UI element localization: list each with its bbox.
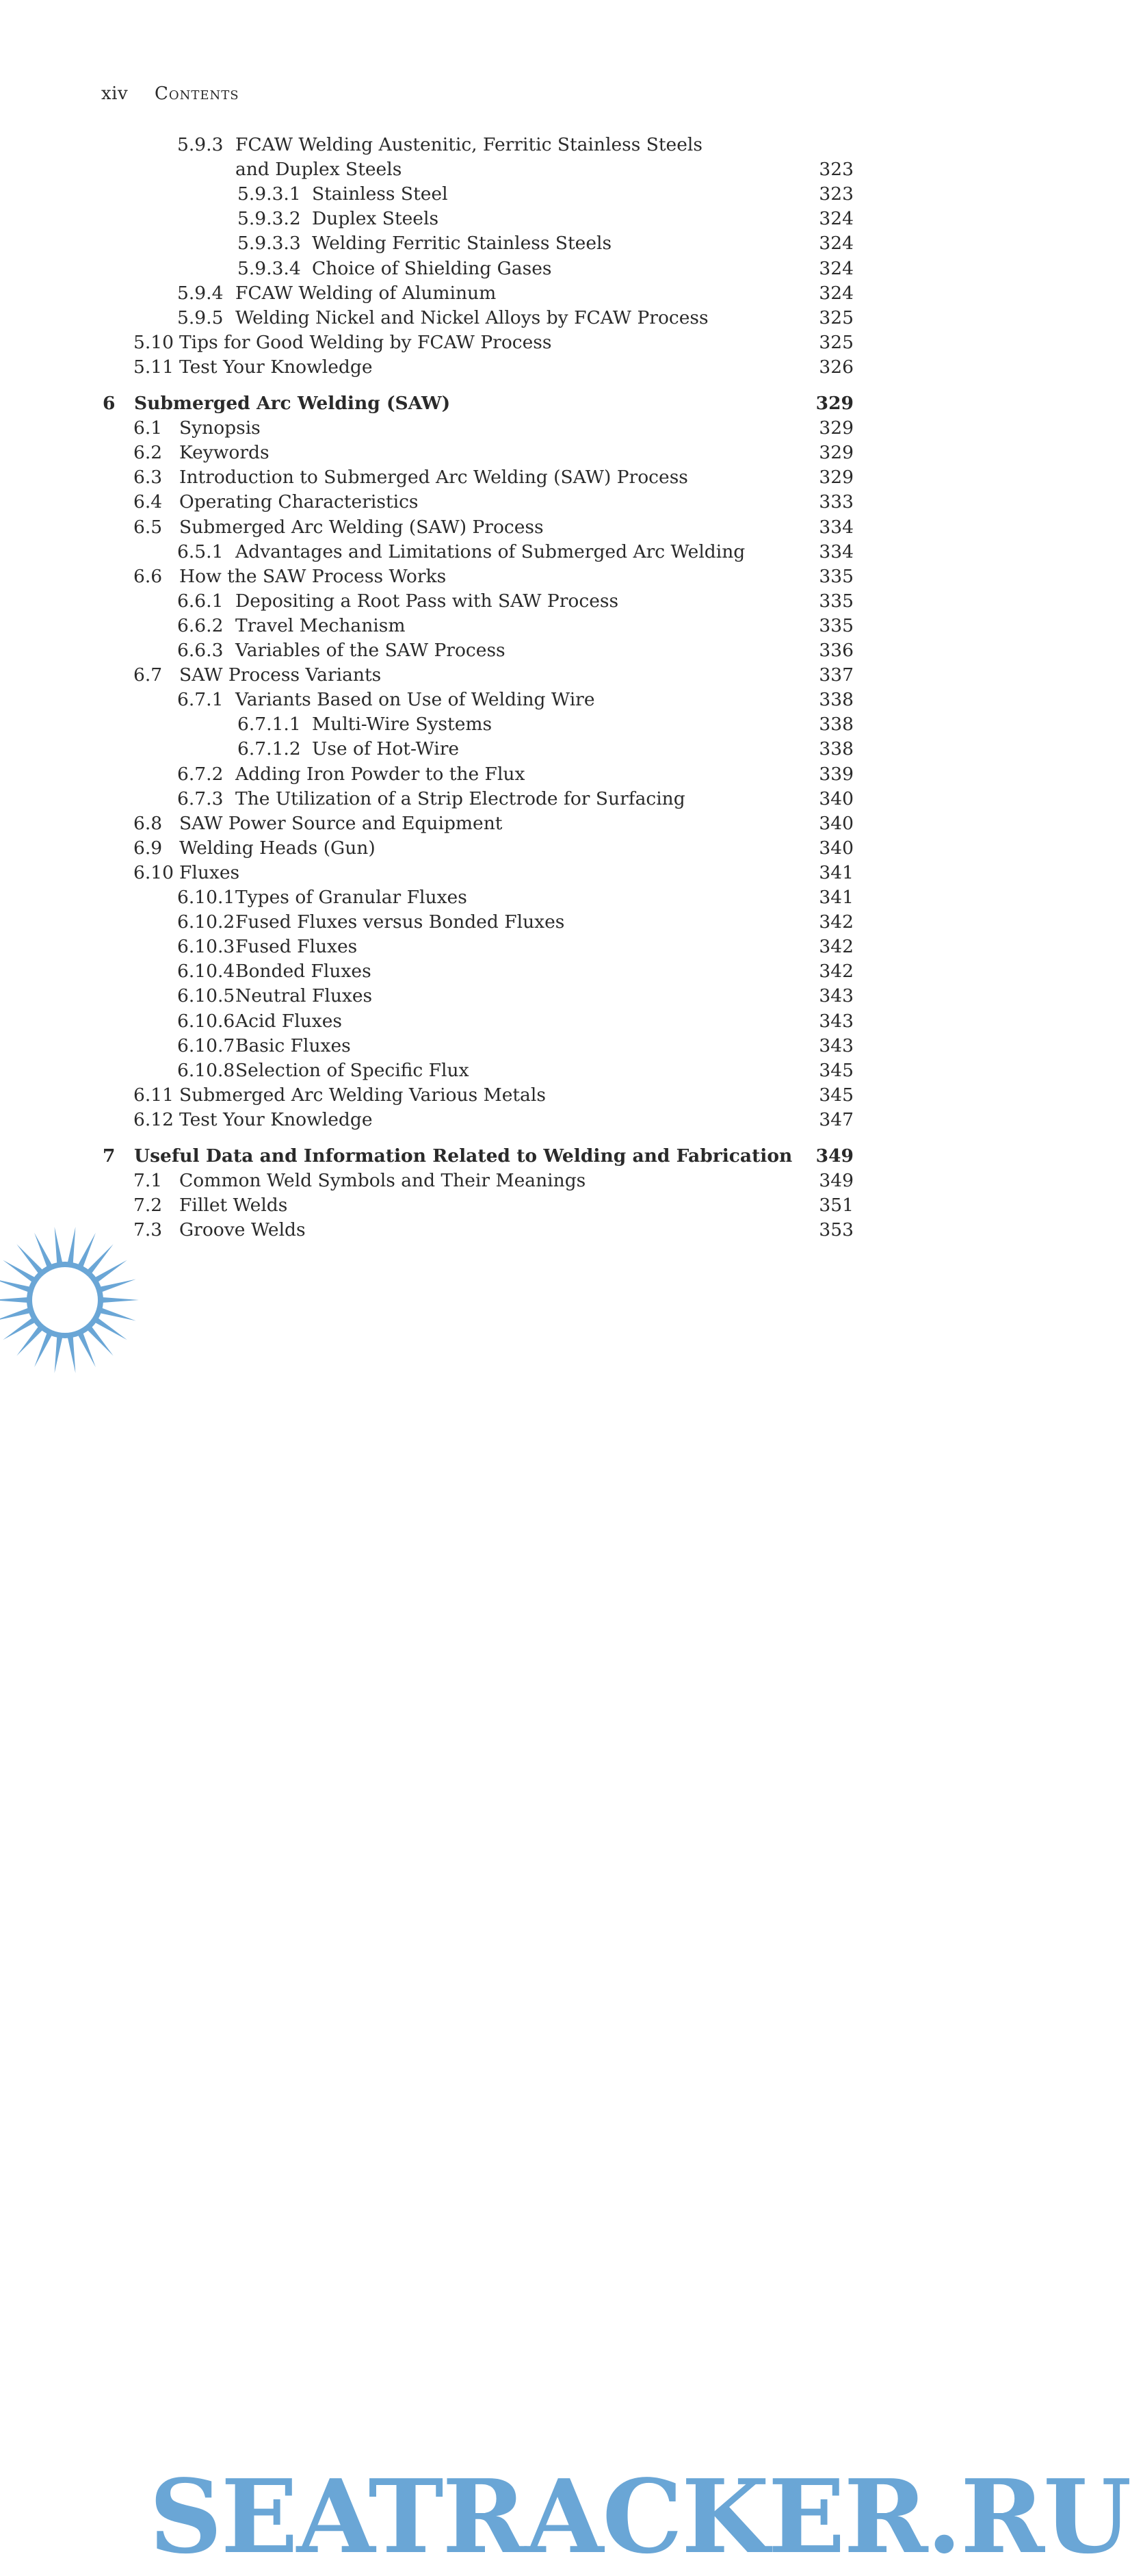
- toc-entry-page: 343: [819, 985, 854, 1007]
- toc-entry-page: 345: [819, 1059, 854, 1081]
- toc-entry-title: SAW Power Source and Equipment: [179, 812, 503, 834]
- toc-entry-number: 7.1: [133, 1170, 163, 1192]
- toc-chapter[interactable]: [0, 391, 958, 416]
- toc-entry-page: 338: [819, 714, 854, 736]
- toc-entry-title: Welding Ferritic Stainless Steels: [312, 233, 612, 255]
- watermark-text: SEATRACKER.RU: [149, 2457, 1130, 2576]
- toc-entry-number: 6.10.6: [177, 1010, 235, 1032]
- toc-entry-number: 6.10: [133, 861, 174, 883]
- toc-entry-title: Introduction to Submerged Arc Welding (SAW) Process: [179, 467, 688, 489]
- toc-entry[interactable]: [0, 207, 958, 231]
- toc-entry[interactable]: [0, 959, 958, 984]
- toc-entry[interactable]: [0, 811, 958, 836]
- toc-entry-number: 6.10.2: [177, 911, 235, 933]
- toc-entry-number: 6.5.1: [177, 541, 224, 562]
- toc-entry-number: 5.9.3.1: [237, 183, 301, 205]
- toc-entry-number: 5.9.5: [177, 307, 224, 328]
- toc-entry-page: 336: [819, 640, 854, 661]
- toc-entry-title: Depositing a Root Pass with SAW Process: [235, 590, 619, 612]
- toc-entry-number: 6.7.1: [177, 689, 224, 711]
- toc-entry[interactable]: [0, 416, 958, 441]
- toc-entry-page: 343: [819, 1010, 854, 1032]
- toc-entry-page: 338: [819, 689, 854, 711]
- toc-entry-title: Fluxes: [179, 861, 240, 883]
- toc-entry[interactable]: [0, 836, 958, 861]
- toc-entry-page: 324: [819, 257, 854, 279]
- toc-entry-page: 335: [819, 565, 854, 587]
- toc-entry-page: 338: [819, 738, 854, 760]
- toc-entry-page: 349: [819, 1170, 854, 1192]
- toc-entry-number: 6.4: [133, 491, 163, 513]
- toc-entry-title: Welding Nickel and Nickel Alloys by FCAW Process: [235, 307, 709, 328]
- toc-entry-page: 342: [819, 936, 854, 958]
- toc-entry-title: Test Your Knowledge: [179, 356, 373, 378]
- toc-entry[interactable]: [0, 182, 958, 207]
- toc-entry-page: 341: [819, 887, 854, 908]
- toc-entry-title: FCAW Welding Austenitic, Ferritic Stainless Steels: [235, 134, 702, 155]
- toc-entry-number: 6.2: [133, 442, 163, 464]
- toc-entry-page: 324: [819, 282, 854, 304]
- toc-entry-number: 7.2: [133, 1195, 163, 1217]
- toc-entry-page: 334: [819, 516, 854, 538]
- toc-entry-page: 342: [819, 911, 854, 933]
- toc-entry[interactable]: [0, 910, 958, 935]
- toc-entry-title: Bonded Fluxes: [235, 961, 371, 983]
- toc-entry[interactable]: [0, 935, 958, 959]
- toc-entry[interactable]: [0, 614, 958, 638]
- toc-entry-page: 339: [819, 763, 854, 785]
- toc-entry[interactable]: [0, 355, 958, 380]
- toc-entry-number: 6.8: [133, 812, 163, 834]
- toc-entry-page: 325: [819, 331, 854, 353]
- page-number: xiv: [101, 83, 129, 104]
- toc-entry-number: 5.9.3.2: [237, 208, 301, 230]
- toc-entry-page: 345: [819, 1084, 854, 1106]
- toc-entry-number: 6.12: [133, 1108, 174, 1130]
- toc-entry[interactable]: [0, 688, 958, 712]
- sun-logo-icon: [0, 1218, 150, 1368]
- running-title: Contents: [154, 83, 239, 104]
- toc-entry-title: Advantages and Limitations of Submerged Arc Welding: [235, 541, 746, 562]
- toc-entry[interactable]: [0, 157, 958, 182]
- toc-entry-page: 323: [819, 183, 854, 205]
- toc-entry-number: 6.7.1.1: [237, 714, 301, 736]
- toc-entry-number: 6.10.3: [177, 936, 235, 958]
- toc-entry-title: FCAW Welding of Aluminum: [235, 282, 497, 304]
- toc-entry-number: 5.10: [133, 331, 174, 353]
- toc-entry-page: 353: [819, 1219, 854, 1241]
- toc-entry-number: 6.10.7: [177, 1035, 235, 1056]
- toc-entry-title: Use of Hot-Wire: [312, 738, 460, 760]
- toc-entry-number: 6.10.1: [177, 887, 235, 908]
- toc-entry-number: 6: [103, 393, 116, 414]
- toc-entry[interactable]: [0, 540, 958, 564]
- toc-entry-page: 340: [819, 837, 854, 859]
- toc-entry-page: 329: [819, 467, 854, 489]
- toc-entry-title: Types of Granular Fluxes: [235, 887, 467, 908]
- toc-entry-number: 6.10.8: [177, 1059, 235, 1081]
- watermark: [0, 1218, 1130, 2576]
- toc-entry-number: 6.10.5: [177, 985, 235, 1007]
- toc-chapter[interactable]: [0, 1144, 958, 1169]
- toc-entry[interactable]: [0, 787, 958, 811]
- toc-entry-title: Groove Welds: [179, 1219, 306, 1241]
- toc-entry-title: Variables of the SAW Process: [235, 640, 505, 661]
- toc-entry-title: Adding Iron Powder to the Flux: [235, 763, 525, 785]
- toc-entry-page: 323: [819, 159, 854, 181]
- toc-entry-page: 329: [819, 417, 854, 439]
- toc-entry-title: and Duplex Steels: [235, 159, 402, 181]
- toc-entry-number: 5.9.3: [177, 134, 224, 155]
- toc-entry-title: Fused Fluxes: [235, 936, 358, 958]
- toc-entry[interactable]: [0, 564, 958, 589]
- toc-entry-number: 6.9: [133, 837, 163, 859]
- toc-entry-title: Neutral Fluxes: [235, 985, 373, 1007]
- toc-entry-page: 326: [819, 356, 854, 378]
- toc-entry-number: 5.9.3.4: [237, 257, 301, 279]
- toc-entry[interactable]: [0, 1034, 958, 1058]
- toc-entry-title: Operating Characteristics: [179, 491, 419, 513]
- toc-entry-title: Useful Data and Information Related to Welding and Fabrication: [134, 1145, 793, 1167]
- toc-entry-number: 5.9.4: [177, 282, 224, 304]
- toc-entry-title: How the SAW Process Works: [179, 565, 447, 587]
- toc-entry[interactable]: [0, 762, 958, 787]
- toc-entry-number: 6.10.4: [177, 961, 235, 983]
- toc-entry-title: Basic Fluxes: [235, 1035, 351, 1056]
- toc-entry[interactable]: [0, 1108, 958, 1132]
- toc-entry-title: Fillet Welds: [179, 1195, 288, 1217]
- toc-entry[interactable]: [0, 1083, 958, 1108]
- toc-entry-title: Choice of Shielding Gases: [312, 257, 552, 279]
- toc-entry-page: 335: [819, 614, 854, 636]
- toc-entry-title: Tips for Good Welding by FCAW Process: [179, 331, 552, 353]
- toc-entry-page: 347: [819, 1108, 854, 1130]
- toc-entry-number: 5.11: [133, 356, 174, 378]
- toc-entry-title: Welding Heads (Gun): [179, 837, 376, 859]
- toc-entry-page: 325: [819, 307, 854, 328]
- toc-entry-title: Submerged Arc Welding (SAW) Process: [179, 516, 544, 538]
- toc-entry-page: 329: [815, 393, 854, 414]
- toc-entry[interactable]: [0, 515, 958, 540]
- toc-entry-title: Multi-Wire Systems: [312, 714, 492, 736]
- toc-entry-number: 5.9.3.3: [237, 233, 301, 255]
- toc-entry-page: 324: [819, 233, 854, 255]
- toc-entry-title: Acid Fluxes: [235, 1010, 342, 1032]
- toc-entry[interactable]: [0, 589, 958, 614]
- toc-entry-title: Keywords: [179, 442, 270, 464]
- toc-entry-title: The Utilization of a Strip Electrode for Surfacing: [235, 788, 685, 809]
- toc-entry-page: 335: [819, 590, 854, 612]
- toc-entry-title: Synopsis: [179, 417, 261, 439]
- toc-entry-number: 6.5: [133, 516, 163, 538]
- toc-entry-title: Fused Fluxes versus Bonded Fluxes: [235, 911, 565, 933]
- toc-entry-title: Stainless Steel: [312, 183, 448, 205]
- toc-entry-title: Duplex Steels: [312, 208, 439, 230]
- toc-entry-number: 6.7.1.2: [237, 738, 301, 760]
- toc-entry-number: 6.7.3: [177, 788, 224, 809]
- toc-entry[interactable]: [0, 133, 958, 157]
- toc-entry-number: 7.3: [133, 1219, 163, 1241]
- toc-entry[interactable]: [0, 306, 958, 330]
- toc-entry-number: 6.6: [133, 565, 163, 587]
- toc-entry-title: Submerged Arc Welding Various Metals: [179, 1084, 546, 1106]
- toc-entry[interactable]: [0, 737, 958, 762]
- toc-entry-number: 7: [103, 1145, 116, 1167]
- toc-entry-number: 6.11: [133, 1084, 174, 1106]
- toc-entry[interactable]: [0, 441, 958, 465]
- toc-entry-title: Variants Based on Use of Welding Wire: [235, 689, 595, 711]
- toc-entry-title: Common Weld Symbols and Their Meanings: [179, 1170, 586, 1192]
- toc-entry-number: 6.6.2: [177, 614, 224, 636]
- toc-entry[interactable]: [0, 712, 958, 737]
- toc-entry-title: Submerged Arc Welding (SAW): [134, 393, 451, 414]
- toc-entry-page: 334: [819, 541, 854, 562]
- toc-entry[interactable]: [0, 861, 958, 885]
- toc-entry[interactable]: [0, 257, 958, 281]
- toc-entry-page: 340: [819, 812, 854, 834]
- toc-entry[interactable]: [0, 663, 958, 688]
- page-header: [101, 83, 239, 104]
- toc-entry-number: 6.3: [133, 467, 163, 489]
- toc-entry-number: 6.7.2: [177, 763, 224, 785]
- toc-entry-number: 6.6.3: [177, 640, 224, 661]
- toc-entry-page: 333: [819, 491, 854, 513]
- toc-entry[interactable]: [0, 1058, 958, 1083]
- toc-entry[interactable]: [0, 1009, 958, 1034]
- toc-entry[interactable]: [0, 638, 958, 663]
- toc-entry[interactable]: [0, 465, 958, 490]
- toc-entry-number: 6.1: [133, 417, 163, 439]
- toc-entry-page: 329: [819, 442, 854, 464]
- toc-entry-page: 349: [815, 1145, 854, 1167]
- toc-entry-number: 6.6.1: [177, 590, 224, 612]
- toc-entry-page: 351: [819, 1195, 854, 1217]
- toc-entry-page: 337: [819, 664, 854, 686]
- toc-entry[interactable]: [0, 984, 958, 1009]
- toc-entry-number: 6.7: [133, 664, 163, 686]
- toc-entry-page: 341: [819, 861, 854, 883]
- toc-entry-title: Travel Mechanism: [235, 614, 406, 636]
- toc-entry[interactable]: [0, 231, 958, 256]
- toc-entry[interactable]: [0, 281, 958, 306]
- toc-entry[interactable]: [0, 330, 958, 355]
- toc-entry[interactable]: [0, 490, 958, 515]
- toc-entry[interactable]: [0, 885, 958, 910]
- toc-entry-page: 340: [819, 788, 854, 809]
- toc-entry-title: Test Your Knowledge: [179, 1108, 373, 1130]
- toc-entry[interactable]: [0, 1193, 958, 1218]
- toc-entry-page: 343: [819, 1035, 854, 1056]
- toc-entry[interactable]: [0, 1169, 958, 1193]
- toc-entry-title: Selection of Specific Flux: [235, 1059, 469, 1081]
- toc-entry-page: 324: [819, 208, 854, 230]
- toc-entry-page: 342: [819, 961, 854, 983]
- toc-entry-title: SAW Process Variants: [179, 664, 382, 686]
